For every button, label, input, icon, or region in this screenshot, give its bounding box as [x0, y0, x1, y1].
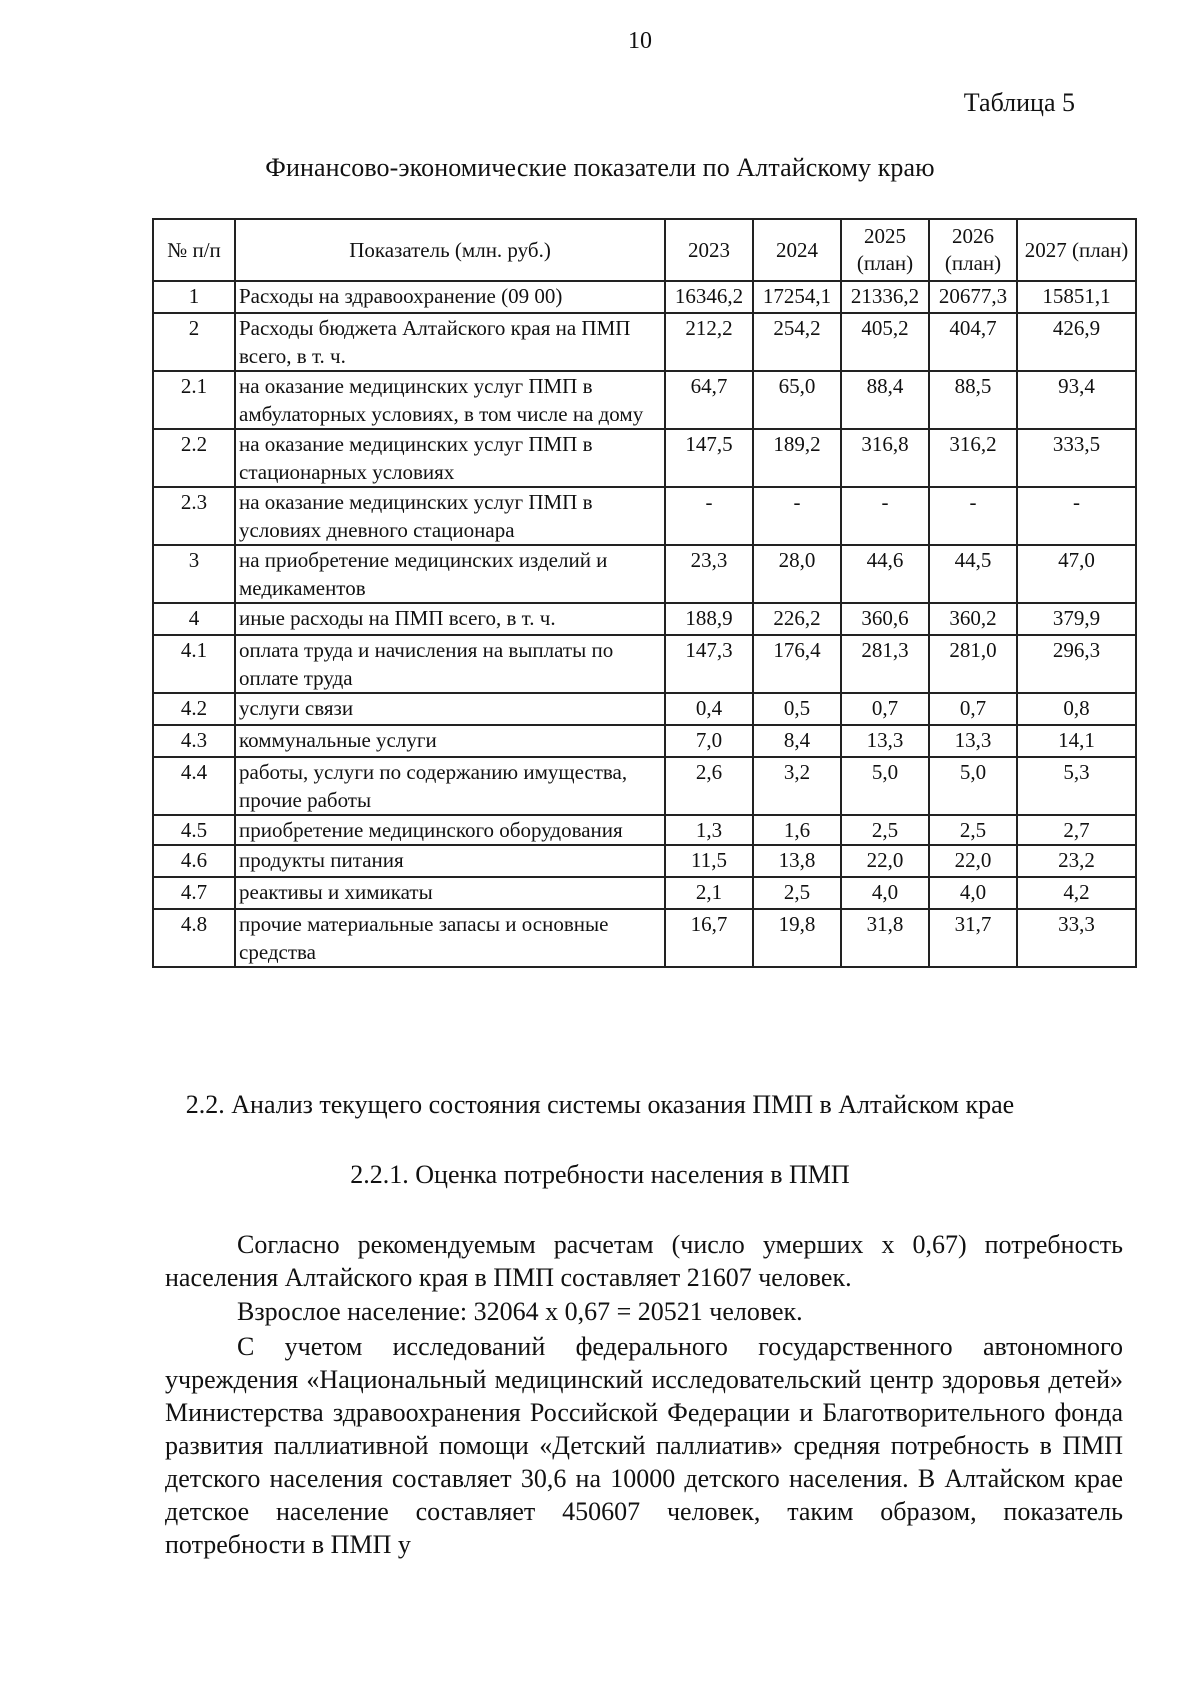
indicator-label: на оказание медицинских услуг ПМП в условиях дневного стационара [235, 487, 665, 545]
table-row [153, 603, 1136, 635]
header-2026: 2026 (план) [929, 219, 1017, 281]
value-cell: 5,0 [841, 757, 929, 815]
value-cell: 5,3 [1017, 757, 1136, 815]
header-2023: 2023 [665, 219, 753, 281]
table-label: Таблица 5 [963, 88, 1075, 117]
value-cell: 316,2 [929, 429, 1017, 487]
value-cell: 1,3 [665, 815, 753, 845]
indicator-label: оплата труда и начисления на выплаты по оплате труда [235, 635, 665, 693]
value-cell: 7,0 [665, 725, 753, 757]
financial-indicators-table [152, 218, 1137, 968]
row-number: 4.4 [153, 757, 235, 815]
table-row [153, 693, 1136, 725]
value-cell: 13,3 [929, 725, 1017, 757]
value-cell: 8,4 [753, 725, 841, 757]
row-number: 4.2 [153, 693, 235, 725]
value-cell: 4,0 [929, 877, 1017, 909]
row-number: 4.3 [153, 725, 235, 757]
table-header-row [153, 219, 1136, 281]
row-number: 4.6 [153, 845, 235, 877]
indicator-label: коммунальные услуги [235, 725, 665, 757]
value-cell: 379,9 [1017, 603, 1136, 635]
value-cell: 281,0 [929, 635, 1017, 693]
value-cell: 0,4 [665, 693, 753, 725]
value-cell: 212,2 [665, 313, 753, 371]
section-heading-2-2-1: 2.2.1. Оценка потребности населения в ПМП [350, 1160, 850, 1189]
value-cell: 28,0 [753, 545, 841, 603]
table-row [153, 487, 1136, 545]
row-number: 3 [153, 545, 235, 603]
value-cell: 44,5 [929, 545, 1017, 603]
value-cell: 2,5 [929, 815, 1017, 845]
value-cell: 31,7 [929, 909, 1017, 967]
value-cell: 281,3 [841, 635, 929, 693]
value-cell: 147,5 [665, 429, 753, 487]
value-cell: 11,5 [665, 845, 753, 877]
table-row [153, 429, 1136, 487]
page-number: 10 [628, 28, 652, 54]
value-cell: 44,6 [841, 545, 929, 603]
value-cell: 88,4 [841, 371, 929, 429]
indicator-label: иные расходы на ПМП всего, в т. ч. [235, 603, 665, 635]
header-2027: 2027 (план) [1017, 219, 1136, 281]
paragraph-child-need: С учетом исследований федерального государственного автономного учреждения «Национальный медицинский исследовательский центр здоровья детей» Министерства здравоохранения Российской Федерации и Благотворительного фонда развития паллиативной помощи «Детский паллиатив» средняя потребность в ПМП детского населения составляет 30,6 на 10000 детского населения. В Алтайском крае детское население составляет 450607 человек, таким образом, показатель потребности в ПМП у [165, 1332, 1123, 1559]
value-cell: 23,3 [665, 545, 753, 603]
value-cell: 147,3 [665, 635, 753, 693]
value-cell: 360,2 [929, 603, 1017, 635]
table-row [153, 909, 1136, 967]
value-cell: 23,2 [1017, 845, 1136, 877]
value-cell: 404,7 [929, 313, 1017, 371]
indicator-label: работы, услуги по содержанию имущества, прочие работы [235, 757, 665, 815]
value-cell: 93,4 [1017, 371, 1136, 429]
value-cell: - [841, 487, 929, 545]
paragraph-adult-population: Взрослое население: 32064 х 0,67 = 20521 человек. [237, 1297, 803, 1326]
value-cell: 2,5 [841, 815, 929, 845]
indicator-label: на оказание медицинских услуг ПМП в стационарных условиях [235, 429, 665, 487]
value-cell: 17254,1 [753, 281, 841, 313]
value-cell: 2,5 [753, 877, 841, 909]
value-cell: 20677,3 [929, 281, 1017, 313]
value-cell: 426,9 [1017, 313, 1136, 371]
row-number: 4.5 [153, 815, 235, 845]
value-cell: - [665, 487, 753, 545]
value-cell: 254,2 [753, 313, 841, 371]
header-num: № п/п [153, 219, 235, 281]
header-indicator: Показатель (млн. руб.) [235, 219, 665, 281]
row-number: 2.1 [153, 371, 235, 429]
table-row [153, 545, 1136, 603]
section-heading-2-2: 2.2. Анализ текущего состояния системы оказания ПМП в Алтайском крае [185, 1090, 1015, 1119]
value-cell: 2,6 [665, 757, 753, 815]
paragraph-need-calculation: Согласно рекомендуемым расчетам (число умерших х 0,67) потребность населения Алтайского края в ПМП составляет 21607 человек. [165, 1230, 1123, 1292]
row-number: 4.7 [153, 877, 235, 909]
row-number: 4 [153, 603, 235, 635]
value-cell: 19,8 [753, 909, 841, 967]
table-body [153, 281, 1136, 967]
table-row [153, 725, 1136, 757]
value-cell: 296,3 [1017, 635, 1136, 693]
indicator-label: продукты питания [235, 845, 665, 877]
table-row [153, 635, 1136, 693]
table-row [153, 313, 1136, 371]
value-cell: 13,8 [753, 845, 841, 877]
value-cell: 226,2 [753, 603, 841, 635]
value-cell: 16,7 [665, 909, 753, 967]
header-2025: 2025 (план) [841, 219, 929, 281]
value-cell: 3,2 [753, 757, 841, 815]
value-cell: 2,1 [665, 877, 753, 909]
row-number: 4.1 [153, 635, 235, 693]
header-2024: 2024 [753, 219, 841, 281]
value-cell: 405,2 [841, 313, 929, 371]
value-cell: 4,0 [841, 877, 929, 909]
value-cell: 0,7 [929, 693, 1017, 725]
value-cell: 22,0 [929, 845, 1017, 877]
value-cell: 5,0 [929, 757, 1017, 815]
value-cell: 176,4 [753, 635, 841, 693]
value-cell: 189,2 [753, 429, 841, 487]
value-cell: 14,1 [1017, 725, 1136, 757]
value-cell: 21336,2 [841, 281, 929, 313]
row-number: 2.2 [153, 429, 235, 487]
value-cell: 0,7 [841, 693, 929, 725]
value-cell: 1,6 [753, 815, 841, 845]
indicator-label: прочие материальные запасы и основные средства [235, 909, 665, 967]
row-number: 2 [153, 313, 235, 371]
value-cell: 188,9 [665, 603, 753, 635]
value-cell: 2,7 [1017, 815, 1136, 845]
table-row [153, 877, 1136, 909]
value-cell: 16346,2 [665, 281, 753, 313]
table-title: Финансово-экономические показатели по Алтайскому краю [265, 153, 935, 182]
value-cell: 0,5 [753, 693, 841, 725]
table-row [153, 371, 1136, 429]
value-cell: 65,0 [753, 371, 841, 429]
value-cell: 31,8 [841, 909, 929, 967]
value-cell: 316,8 [841, 429, 929, 487]
value-cell: 47,0 [1017, 545, 1136, 603]
indicator-label: Расходы на здравоохранение (09 00) [235, 281, 665, 313]
row-number: 4.8 [153, 909, 235, 967]
value-cell: - [753, 487, 841, 545]
indicator-label: приобретение медицинского оборудования [235, 815, 665, 845]
value-cell: 33,3 [1017, 909, 1136, 967]
table-row [153, 757, 1136, 815]
value-cell: 22,0 [841, 845, 929, 877]
indicator-label: на приобретение медицинских изделий и медикаментов [235, 545, 665, 603]
indicator-label: Расходы бюджета Алтайского края на ПМП всего, в т. ч. [235, 313, 665, 371]
table-row [153, 281, 1136, 313]
indicator-label: реактивы и химикаты [235, 877, 665, 909]
value-cell: 15851,1 [1017, 281, 1136, 313]
value-cell: - [929, 487, 1017, 545]
indicator-label: на оказание медицинских услуг ПМП в амбулаторных условиях, в том числе на дому [235, 371, 665, 429]
value-cell: 333,5 [1017, 429, 1136, 487]
value-cell: 4,2 [1017, 877, 1136, 909]
value-cell: 360,6 [841, 603, 929, 635]
indicator-label: услуги связи [235, 693, 665, 725]
value-cell: - [1017, 487, 1136, 545]
value-cell: 64,7 [665, 371, 753, 429]
table-row [153, 845, 1136, 877]
value-cell: 0,8 [1017, 693, 1136, 725]
row-number: 2.3 [153, 487, 235, 545]
value-cell: 13,3 [841, 725, 929, 757]
table-row [153, 815, 1136, 845]
value-cell: 88,5 [929, 371, 1017, 429]
row-number: 1 [153, 281, 235, 313]
